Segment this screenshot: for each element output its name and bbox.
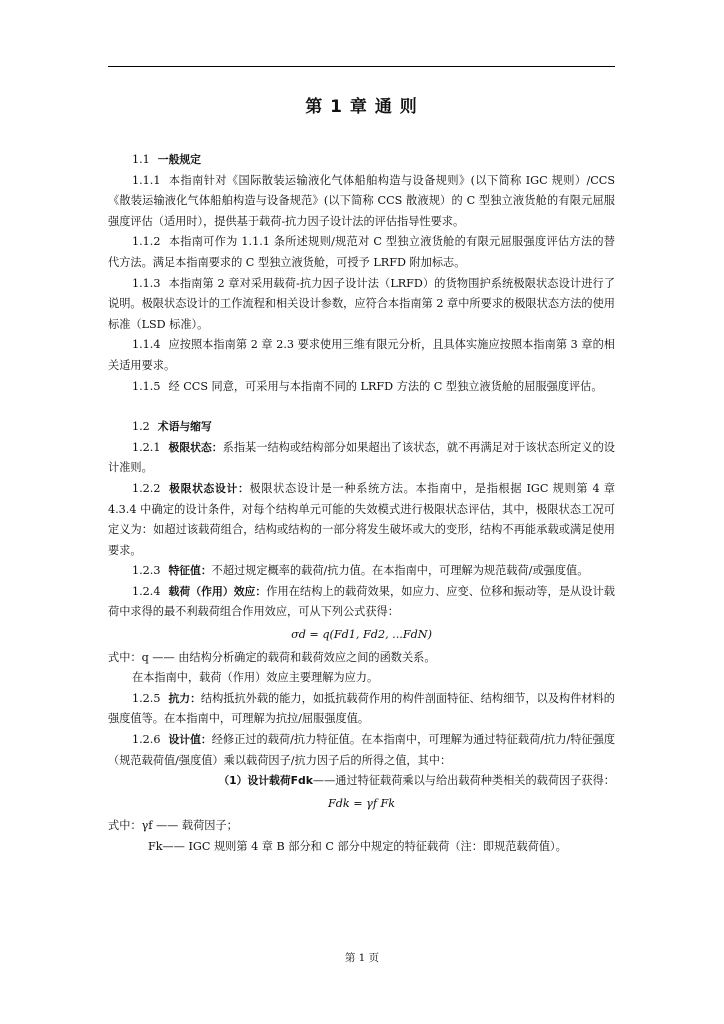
paragraph-number: 1.1.4 (132, 338, 161, 352)
paragraph-number: 1.2.1 (132, 440, 161, 454)
paragraph-1-1-3 (108, 274, 615, 336)
sub-item-text: ——通过特征载荷乘以与给出载荷种类相关的载荷因子获得： (312, 774, 615, 788)
paragraph-1-2-4 (108, 582, 615, 623)
paragraph-text: 极限状态设计是一种系统方法。本指南中，是指根据 IGC 规则第 4 章 4.3.4 中确定的设计条件，对每个结构单元可能的失效模式进行极限状态评估，其中，极限状态工况可定义为：如超过该载荷组合，结构或结构的一部分将发生破坏或大的变形，结构不再能承载或满足使用要求。 (108, 481, 616, 557)
paragraph-number: 1.1.3 (132, 276, 161, 290)
paragraph-text: 不超过规定概率的载荷/抗力值。在本指南中，可理解为规范载荷/或强度值。 (211, 564, 589, 578)
paragraph-text: 本指南第 2 章对采用载荷-抗力因子设计法（LRFD）的货物围护系统极限状态设计进行了说明。极限状态设计的工作流程和相关设计参数，应符合本指南第 2 章中所要求的极限状态方法的使用标准（LSD 标准）。 (108, 276, 615, 331)
paragraph-number: 1.2.6 (132, 733, 161, 747)
paragraph-1-2-1 (108, 438, 615, 479)
paragraph-text: 系指某一结构或结构部分如果超出了该状态，就不再满足对于该状态所定义的设计准则。 (108, 440, 615, 475)
note-load-effect: 在本指南中，载荷（作用）效应主要理解为应力。 (132, 671, 379, 685)
paragraph-number: 1.2.2 (132, 481, 161, 495)
paragraph-1-2-2 (108, 479, 615, 561)
formula-explanation: 式中：q —— 由结构分析确定的载荷和载荷效应之间的函数关系。 (108, 650, 436, 664)
document-body (108, 150, 615, 858)
paragraph-1-1-4 (108, 335, 615, 376)
paragraph-text: 作用在结构上的载荷效果，如应力、应变、位移和振动等，是从设计载荷中求得的最不利载荷组合作用效应，可从下列公式获得： (108, 584, 615, 619)
section-number: 1.2 (132, 420, 150, 434)
term-label: 极限状态： (168, 440, 223, 454)
term-label: 特征值： (168, 564, 212, 578)
paragraph-number: 1.1.1 (132, 173, 161, 187)
term-label: 设计值： (168, 733, 212, 747)
paragraph-number: 1.2.3 (132, 564, 161, 578)
paragraph-text: 结构抵抗外载的能力，如抵抗载荷作用的构件剖面特征、结构细节，以及构件材料的强度值等。在本指南中，可理解为抗拉/屈服强度值。 (108, 691, 615, 726)
formula-explanation-gamma: 式中：γf —— 载荷因子； (108, 819, 238, 833)
term-label: 抗力： (168, 691, 201, 705)
paragraph-1-1-1 (108, 171, 615, 233)
section-gap (108, 397, 615, 417)
paragraph-text: 本指南可作为 1.1.1 条所述规则/规范对 C 型独立液货舱的有限元屈服强度评估方法的替代方法。满足本指南要求的 C 型独立液货舱，可授予 LRFD 附加标志。 (108, 235, 615, 269)
section-number: 1.1 (132, 153, 150, 166)
section-heading-1-2 (108, 417, 615, 438)
sub-item-design-load (108, 771, 615, 792)
section-heading-1-1 (108, 150, 615, 171)
page-number: 第 1 页 (344, 952, 380, 964)
chapter-title: 第 1 章 通 则 (305, 97, 418, 117)
paragraph-text: 经 CCS 同意，可采用与本指南不同的 LRFD 方法的 C 型独立液货舱的屈服强度评估。 (168, 379, 603, 393)
paragraph-1-2-5 (108, 689, 615, 730)
paragraph-number: 1.2.4 (132, 584, 161, 598)
formula-explanation-fk: Fk—— IGC 规则第 4 章 B 部分和 C 部分中规定的特征载荷（注：即规范载荷值）。 (148, 840, 567, 853)
paragraph-1-2-3 (108, 561, 615, 582)
paragraph-number: 1.1.2 (132, 235, 161, 249)
paragraph-number: 1.1.5 (132, 379, 161, 393)
paragraph-1-2-6 (108, 730, 615, 771)
formula-load-effect: σd = q(Fd1, Fd2, ...FdN) (291, 628, 432, 642)
term-label: 极限状态设计： (168, 481, 250, 495)
section-title: 一般规定 (157, 153, 201, 166)
paragraph-1-1-2 (108, 232, 615, 273)
paragraph-number: 1.2.5 (132, 691, 161, 705)
formula-design-load: Fdk = γf Fk (327, 796, 396, 810)
header-rule (108, 66, 615, 67)
paragraph-1-1-5 (108, 377, 615, 398)
sub-item-label: （1）设计载荷Fdk (218, 774, 313, 788)
paragraph-text: 应按照本指南第 2 章 2.3 要求使用三维有限元分析，且具体实施应按照本指南第 3 章的相关适用要求。 (108, 338, 615, 372)
paragraph-text: 经修正过的载荷/抗力特征值。在本指南中，可理解为通过特征载荷/抗力/特征强度（规范载荷值/强度值）乘以载荷因子/抗力因子后的所得之值，其中： (108, 733, 616, 767)
term-label: 载荷（作用）效应： (168, 584, 267, 598)
paragraph-text: 本指南针对《国际散装运输液化气体船舶构造与设备规则》(以下简称 IGC 规则）/CCS《散装运输液化气体船舶构造与设备规范》(以下简称 CCS 散液规）的 C 型独立液货舱的有限元屈服强度评估（适用时），提供基于载荷-抗力因子设计法的评估指导性要求。 (108, 173, 615, 228)
section-title: 术语与缩写 (157, 420, 212, 434)
